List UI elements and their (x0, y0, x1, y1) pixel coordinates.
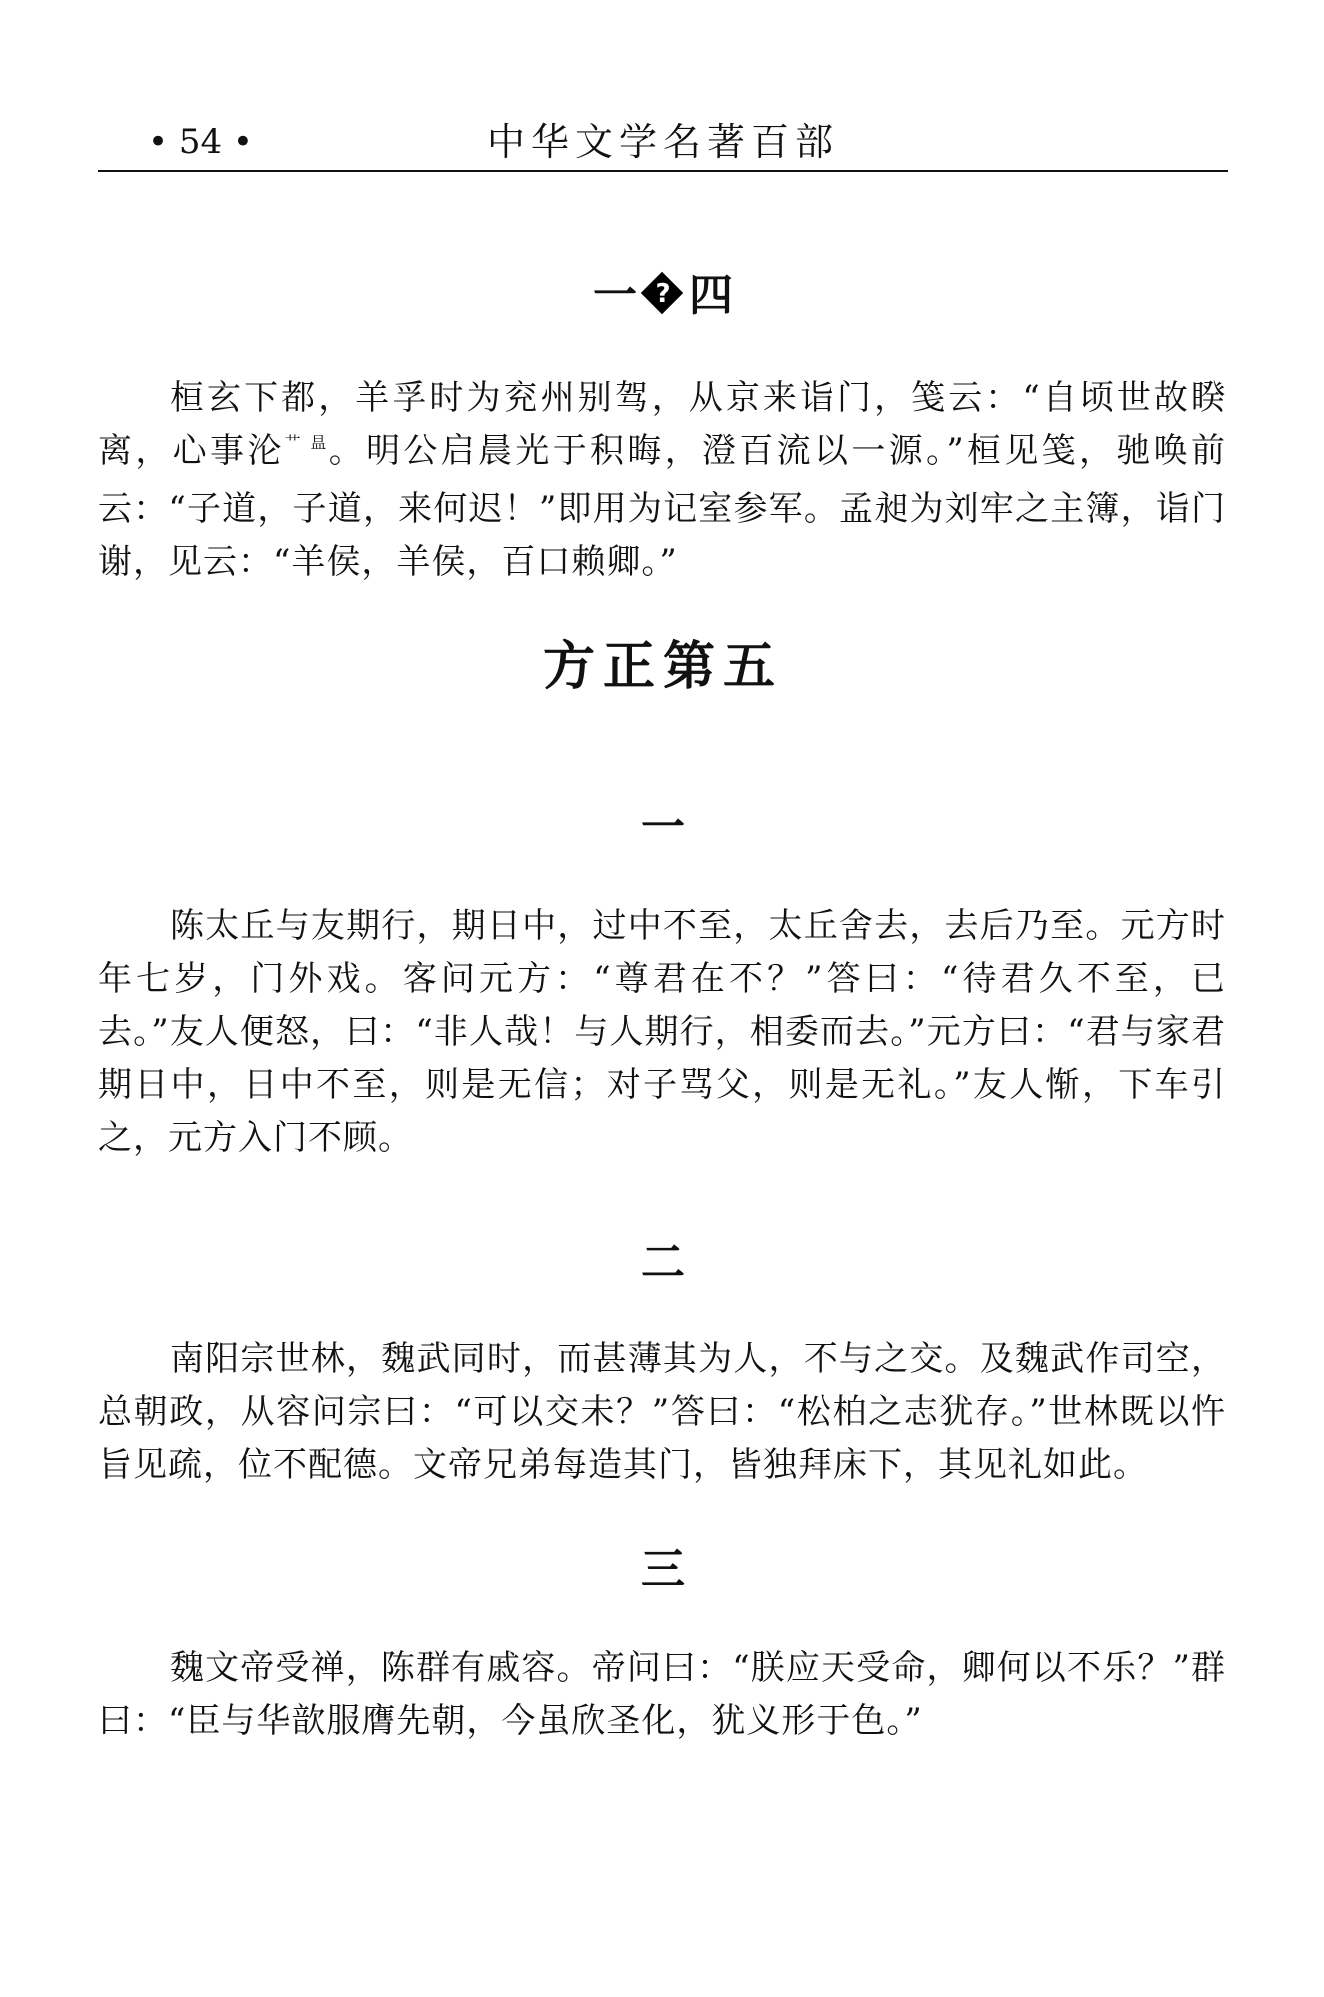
paragraph-2: 南阳宗世林，魏武同时，而甚薄其为人，不与之交。及魏武作司空，总朝政，从容问宗曰：“可以交未？”答曰：“松柏之志犹存。”世林既以忤旨见疏，位不配德。文帝兄弟每造其门，皆独拜床下，其见礼如此。 (98, 1339, 1226, 1485)
section-heading-2: 二 (641, 1237, 685, 1288)
paragraph-1: 陈太丘与友期行，期日中，过中不至，太丘舍去，去后乃至。元方时年七岁，门外戏。客问元方：“尊君在不？”答曰：“待君久不至，已去。”友人便怒，曰：“非人哉！与人期行，相委而去。”元方曰：“君与家君期日中，日中不至，则是无信；对子骂父，则是无礼。”友人惭，下车引之，元方入门不顾。 (98, 906, 1226, 1158)
page-header (98, 112, 1228, 172)
header-rule (98, 170, 1228, 172)
heading-char-post: 四 (689, 270, 733, 321)
section-heading-3: 三 (641, 1544, 685, 1595)
page-number: • 54 • (148, 122, 253, 162)
missing-glyph-icon: ? (641, 272, 685, 316)
paragraph-14 (98, 372, 1226, 589)
heading-char-pre: 一 (593, 270, 637, 321)
paragraph-text-b: 。明公启晨光于积晦，澄百流以一源。”桓见笺，驰唤前云：“子道，子道，来何迟！”即用为记室参军。孟昶为刘牢之主簿，诣门谢，见云：“羊侯，羊侯，百口赖卿。” (98, 431, 1227, 582)
section-heading-1: 一 (641, 802, 685, 853)
book-title: 中华文学名著百部 (486, 120, 839, 164)
section-heading-14 (98, 268, 1228, 324)
paragraph-3: 魏文帝受禅，陈群有戚容。帝问曰：“朕应天受命，卿何以不乐？”群曰：“臣与华歆服膺先朝，今虽欣圣化，犹义形于色。” (98, 1648, 1226, 1741)
paragraph-text-a: 桓玄下都，羊孚时为兖州别驾，从京来诣门，笺云：“自顷世故睽离，心事沦 (98, 378, 1226, 471)
chapter-title: 方正第五 (542, 637, 783, 697)
variant-character: 艹 昷 (284, 433, 329, 452)
